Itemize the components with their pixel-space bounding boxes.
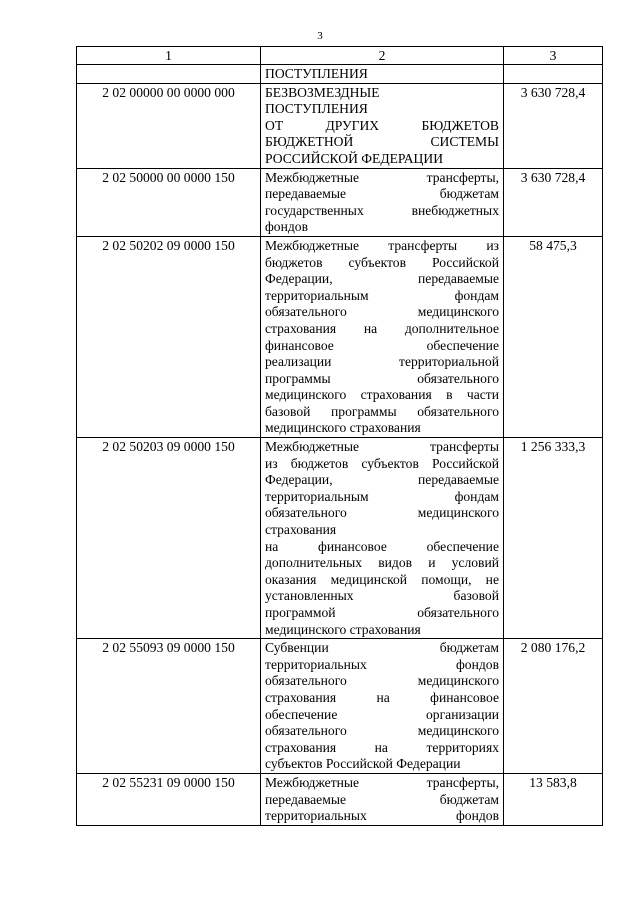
description-line: программы обязательного — [265, 370, 499, 386]
description-line: фондов — [265, 219, 309, 235]
budget-code: 2 02 50203 09 0000 150 — [77, 438, 261, 639]
description-line: передаваемые бюджетам — [265, 791, 499, 807]
amount: 3 630 728,4 — [504, 168, 603, 236]
description-line: страхования на финансовое — [265, 689, 499, 705]
description-line: РОССИЙСКОЙ ФЕДЕРАЦИИ — [265, 150, 444, 166]
description-line: страхования на дополнительное — [265, 320, 499, 336]
section-title-empty-cell — [77, 65, 261, 84]
description-line: установленных базовой — [265, 588, 499, 604]
description-line: обеспечение организации — [265, 706, 499, 722]
description-line: обязательного медицинского — [265, 723, 499, 739]
revenue-description — [261, 168, 504, 236]
description-line: страхования — [265, 522, 337, 538]
description-line: обязательного медицинского — [265, 505, 499, 521]
description-line: территориальных фондов — [265, 656, 499, 672]
description-line: БЕЗВОЗМЕЗДНЫЕ — [265, 84, 380, 100]
description-line: БЮДЖЕТНОЙ СИСТЕМЫ — [265, 134, 499, 150]
table-row — [77, 83, 603, 168]
description-line: Межбюджетные трансферты, — [265, 169, 499, 185]
revenue-description — [261, 639, 504, 774]
amount: 58 475,3 — [504, 236, 603, 437]
description-line: ПОСТУПЛЕНИЯ — [265, 101, 368, 117]
description-line: территориальных фондов — [265, 808, 499, 824]
budget-code: 2 02 50202 09 0000 150 — [77, 236, 261, 437]
table-row — [77, 236, 603, 437]
header-col-3: 3 — [504, 47, 603, 65]
description-line: оказания медицинской помощи, не — [265, 571, 499, 587]
table-header-row — [77, 47, 603, 65]
revenue-description — [261, 773, 504, 825]
section-title-empty-amount — [504, 65, 603, 84]
description-line: территориальным фондам — [265, 488, 499, 504]
description-line: финансовое обеспечение — [265, 337, 499, 353]
description-line: медицинского страхования в части — [265, 387, 499, 403]
description-line: медицинского страхования — [265, 621, 421, 637]
description-line: Межбюджетные трансферты из — [265, 237, 499, 253]
header-col-2: 2 — [261, 47, 504, 65]
description-line: бюджетов субъектов Российской — [265, 254, 499, 270]
budget-code: 2 02 55231 09 0000 150 — [77, 773, 261, 825]
table-row — [77, 639, 603, 774]
budget-code: 2 02 00000 00 0000 000 — [77, 83, 261, 168]
description-line: Субвенции бюджетам — [265, 640, 499, 656]
table-row — [77, 438, 603, 639]
amount: 3 630 728,4 — [504, 83, 603, 168]
header-col-1: 1 — [77, 47, 261, 65]
description-line: медицинского страхования — [265, 420, 421, 436]
description-line: Межбюджетные трансферты, — [265, 774, 499, 790]
budget-code: 2 02 50000 00 0000 150 — [77, 168, 261, 236]
table-row — [77, 168, 603, 236]
revenue-description — [261, 236, 504, 437]
budget-revenue-table — [76, 46, 603, 826]
description-line: дополнительных видов и условий — [265, 555, 499, 571]
budget-code: 2 02 55093 09 0000 150 — [77, 639, 261, 774]
description-line: программой обязательного — [265, 605, 499, 620]
description-line: на финансовое обеспечение — [265, 538, 499, 554]
description-line: Межбюджетные трансферты — [265, 439, 499, 455]
description-line: обязательного медицинского — [265, 673, 499, 689]
table-row — [77, 773, 603, 825]
amount: 13 583,8 — [504, 773, 603, 825]
description-line: Федерации, передаваемые — [265, 472, 499, 488]
description-line: субъектов Российской Федерации — [265, 756, 461, 772]
page-number: 3 — [317, 30, 323, 42]
description-line: Федерации, передаваемые — [265, 271, 499, 287]
description-line: реализации территориальной — [265, 354, 499, 370]
description-line: обязательного медицинского — [265, 304, 499, 320]
description-line: государственных внебюджетных — [265, 202, 499, 218]
description-line: страхования на территориях — [265, 739, 499, 755]
revenue-description — [261, 438, 504, 639]
description-line: территориальным фондам — [265, 287, 499, 303]
revenue-description — [261, 83, 504, 168]
amount: 2 080 176,2 — [504, 639, 603, 774]
description-line: ОТ ДРУГИХ БЮДЖЕТОВ — [265, 117, 499, 133]
description-line: базовой программы обязательного — [265, 403, 499, 419]
amount: 1 256 333,3 — [504, 438, 603, 639]
description-line: из бюджетов субъектов Российской — [265, 455, 499, 471]
description-line: передаваемые бюджетам — [265, 186, 499, 202]
section-title: ПОСТУПЛЕНИЯ — [261, 65, 504, 84]
section-title-row — [77, 65, 603, 84]
